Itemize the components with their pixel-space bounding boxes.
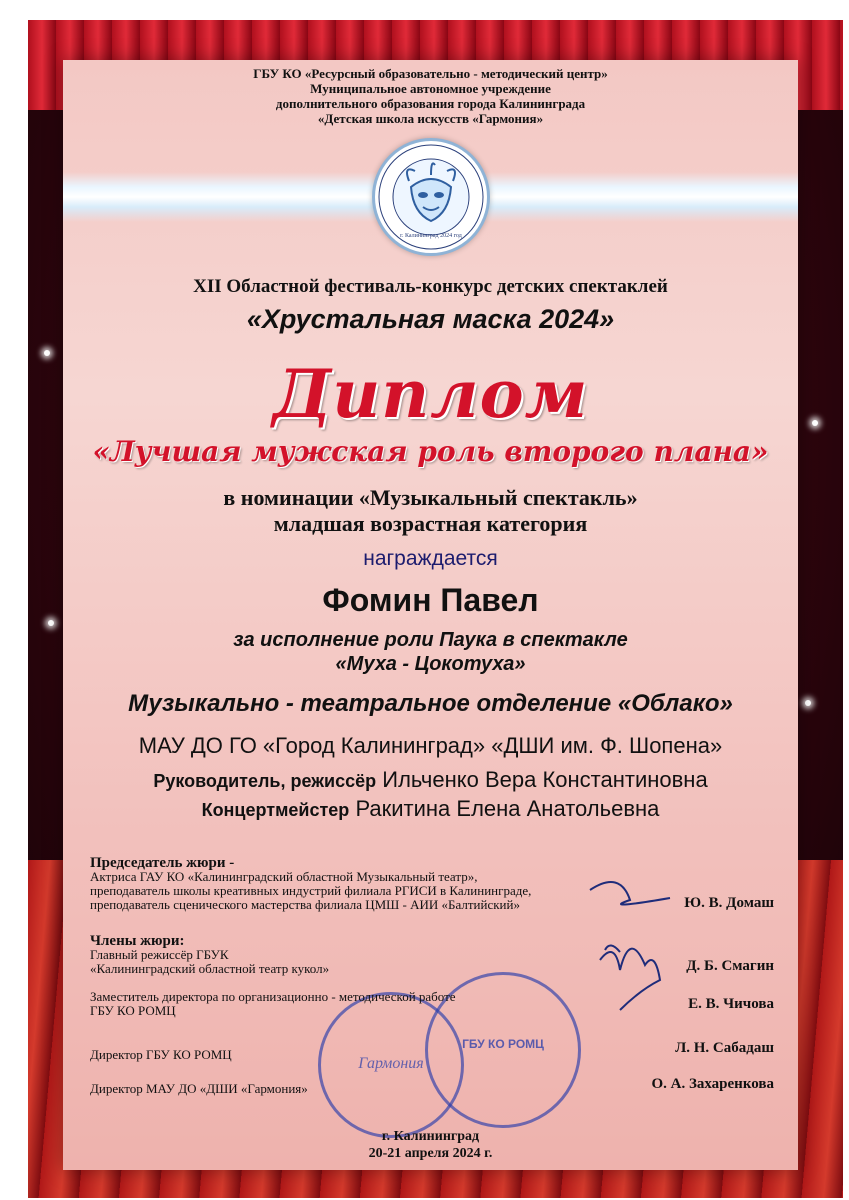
jury-member-3-line: Директор ГБУ КО РОМЦ (90, 1047, 232, 1062)
department: Музыкально - театральное отделение «Облако» (128, 690, 733, 717)
festival-name: «Хрустальная маска 2024» (246, 304, 615, 334)
school-stamp-text: Гармония (358, 1055, 424, 1072)
sparkle-decoration (805, 700, 811, 706)
footer-city: г. Калининград (381, 1129, 480, 1144)
awarded-label: награждается (363, 547, 498, 570)
jury-member-3-name: Л. Н. Сабадаш (675, 1040, 774, 1056)
jury-chair-label: Председатель жюри - (90, 855, 235, 871)
organizer-header (63, 66, 798, 126)
jury-member-1 (90, 934, 329, 976)
jury-member-2-line-1: Заместитель директора по организационно - методической работе (90, 989, 456, 1004)
nomination-block (63, 485, 798, 537)
jury-member-4 (90, 1082, 308, 1096)
jury-member-2 (90, 990, 456, 1018)
sparkle-decoration (48, 620, 54, 626)
director-name: Ильченко Вера Константиновна (382, 767, 708, 792)
accompanist-label: Концертмейстер (201, 800, 350, 820)
jury-member-2-name: Е. В. Чичова (688, 996, 774, 1012)
play-title: «Муха - Цокотуха» (335, 653, 526, 675)
jury-member-1-name: Д. Б. Смагин (686, 958, 774, 974)
director-row (63, 766, 798, 795)
jury-chair-name: Ю. В. Домаш (684, 895, 774, 911)
header-line-3: дополнительного образования города Калининграда (275, 96, 586, 111)
sparkle-decoration (44, 350, 50, 356)
jury-chair-line-1: Актриса ГАУ КО «Калининградский областной Музыкальный театр», (90, 869, 478, 884)
header-line-1: ГБУ КО «Ресурсный образовательно - методический центр» (253, 66, 608, 81)
diploma-heading: Диплом (272, 355, 589, 433)
jury-member-3 (90, 1048, 232, 1062)
jury-member-1-line-2: «Калининградский областной театр кукол» (90, 961, 330, 976)
jury-chair-line-2: преподаватель школы креативных индустрий филиала РГИСИ в Калининграде, (90, 883, 532, 898)
header-line-4: «Детская школа искусств «Гармония» (317, 111, 544, 126)
footer-date: 20-21 апреля 2024 г. (368, 1146, 493, 1161)
jury-members-label: Члены жюри: (90, 933, 185, 949)
recipient-name: Фомин Павел (322, 582, 539, 618)
age-category: младшая возрастная категория (273, 511, 588, 536)
jury-member-4-line: Директор МАУ ДО «ДШИ «Гармония» (90, 1081, 308, 1096)
jury-member-4-name: О. А. Захаренкова (651, 1076, 774, 1092)
jury-chair-line-3: преподаватель сценического мастерства филиала ЦМШ - АИИ «Балтийский» (90, 897, 520, 912)
director-label: Руководитель, режиссёр (153, 771, 377, 791)
accompanist-name: Ракитина Елена Анатольевна (355, 796, 660, 821)
festival-title: XII Областной фестиваль-конкурс детских спектаклей (193, 276, 668, 297)
footer-block (63, 1128, 798, 1162)
leaders-block (63, 766, 798, 824)
signature-marks (560, 870, 700, 1030)
sparkle-decoration (812, 420, 818, 426)
jury-chair-block (90, 856, 531, 912)
jury-member-1-line-1: Главный режиссёр ГБУК (90, 947, 229, 962)
logo-city-year: г. Калининград 2024 год (400, 233, 462, 239)
header-line-2: Муниципальное автономное учреждение (310, 81, 551, 96)
festival-logo (372, 138, 490, 256)
role-line-1: за исполнение роли Паука в спектакле (233, 629, 628, 651)
romc-stamp-text: ГБУ КО РОМЦ (462, 1037, 544, 1051)
nomination: в номинации «Музыкальный спектакль» (223, 485, 638, 510)
award-title: «Лучшая мужская роль второго плана» (92, 435, 769, 468)
role-description (63, 628, 798, 676)
accompanist-row (63, 795, 798, 824)
jury-member-2-line-2: ГБУ КО РОМЦ (90, 1003, 176, 1018)
organization: МАУ ДО ГО «Город Калининград» «ДШИ им. Ф. Шопена» (138, 733, 723, 758)
